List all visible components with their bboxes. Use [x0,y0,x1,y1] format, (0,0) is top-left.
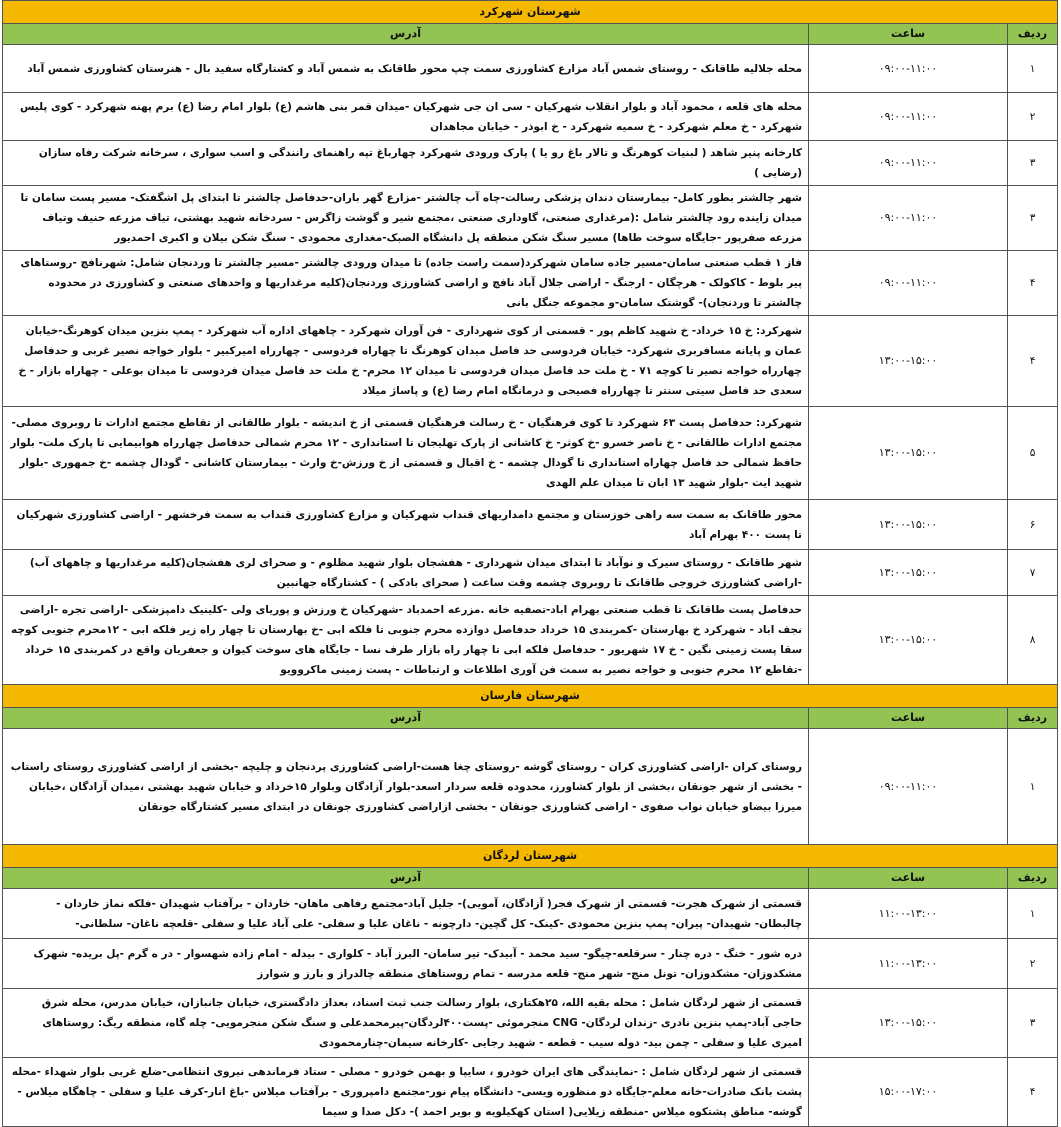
row-number: ۴ [1008,316,1058,407]
outage-time: ۱۳:۰۰-۱۵:۰۰ [809,500,1008,550]
outage-address [3,45,809,93]
header-row-number: ردیف [1008,708,1058,729]
outage-time: ۰۹:۰۰-۱۱:۰۰ [809,251,1008,316]
table-row [3,729,1058,845]
header-row-number: ردیف [1008,868,1058,889]
table-row [3,93,1058,141]
outage-address [3,251,809,316]
outage-time: ۱۳:۰۰-۱۵:۰۰ [809,316,1008,407]
header-address: آدرس [3,708,809,729]
table-row [3,45,1058,93]
header-address: آدرس [3,24,809,45]
header-time: ساعت [809,24,1008,45]
row-number: ۱ [1008,729,1058,845]
outage-address [3,729,809,845]
table-row [3,316,1058,407]
row-number: ۶ [1008,500,1058,550]
header-time: ساعت [809,868,1008,889]
row-number: ۲ [1008,93,1058,141]
table-row [3,141,1058,186]
address-text: محله های قلعه ، محمود آباد و بلوار انقلاب شهرکیان - سی ان جی شهرکیان -میدان قمر بنی هاشم (ع) بلوار امام رضا (ع) برم پهنه شهرکرد - کوی پلیس شهرکرد - خ معلم شهرکرد - خ سمیه شهرکرد - خ ابوذر - خیابان مجاهدان [19,100,803,133]
address-text: فاز ۱ قطب صنعتی سامان-مسیر جاده سامان شهرکرد(سمت راست جاده) تا میدان ورودی چالشتر -مسیر چالشتر تا وردنجان شامل: شهرنافچ -روستاهای پیر بلوط - کاکولک - هرچگان - ارجنگ - اراضی جلال آباد نافچ و اراضی کشاورزی وردنجان(کلیه مرغداریها و واحدهای صنعتی و کشاورزی در محدوده چالشتر تا وردنجان)- گوشتک سامان-و مجموعه جنگل بانی [20,257,803,309]
outage-time: ۰۹:۰۰-۱۱:۰۰ [809,141,1008,186]
address-text: قسمتی از شهرک هجرت- قسمتی از شهرک فجر( آزادگان، آمویی)- جلیل آباد-مجتمع رفاهی ماهان- خاردان - برآفتاب شهیدان -فلکه نماز خاردان - چالبطان- شهیدان- پیران- پمپ بنزین محمودی -کینک- کل گچین- دارچونه - ناغان علیا و سفلی- علی آباد علیا و سفلی -قلعچه ناغان- سلطانی- [56,897,803,930]
row-number: ۷ [1008,550,1058,596]
county-title: شهرستان شهرکرد [3,1,1058,24]
outage-time: ۰۹:۰۰-۱۱:۰۰ [809,186,1008,251]
table-row [3,251,1058,316]
outage-address [3,186,809,251]
row-number: ۴ [1008,1058,1058,1127]
table-row [3,889,1058,939]
outage-time: ۰۹:۰۰-۱۱:۰۰ [809,45,1008,93]
outage-time: ۱۳:۰۰-۱۵:۰۰ [809,989,1008,1058]
row-number: ۳ [1008,989,1058,1058]
outage-address [3,939,809,989]
outage-address [3,500,809,550]
address-text: حدفاصل پست طاقانک تا قطب صنعتی بهرام اباد-تصفیه خانه .مزرعه احمدباد -شهرکیان خ ورزش و پوریای ولی -کلینیک دامپزشکی -اراضی تجره -اراضی نجف اباد - شهرکرد خ بهارستان -کمربندی ۱۵ خرداد حدفاصل دوازده محرم جنوبی تا فلکه ابی -خ بهارستان تا چهار راه زیر فلکه ابی - ۱۲محرم جنوبی کوچه سقا پست زمینی نگین - خ ۱۷ شهریور - حدفاصل فلکه ابی تا چهار راه بازار طرف نسا - جایگاه های سوخت کیوان و جعفریان واقع در کمربندی ۱۵ خرداد -تقاطع ۱۲ محرم جنوبی و خواجه نصیر به سمت فن آوری اطلاعات و ارتباطات - پست زمینی ماکروویو [10,604,803,676]
outage-address [3,316,809,407]
outage-time: ۱۳:۰۰-۱۵:۰۰ [809,407,1008,500]
county-header-row [3,685,1058,708]
outage-address [3,550,809,596]
table-row [3,500,1058,550]
table-row [3,186,1058,251]
row-number: ۴ [1008,251,1058,316]
outage-time: ۱۳:۰۰-۱۵:۰۰ [809,550,1008,596]
outage-time: ۱۱:۰۰-۱۳:۰۰ [809,889,1008,939]
outage-address [3,596,809,685]
outage-address [3,407,809,500]
header-time: ساعت [809,708,1008,729]
county-header-row [3,1,1058,24]
outage-time: ۱۳:۰۰-۱۵:۰۰ [809,596,1008,685]
address-text: شهرکرد: حدفاصل پست ۶۳ شهرکرد تا کوی فرهنگیان - خ رسالت فرهنگیان قسمتی از خ اندیشه - بلوار طالقانی از تقاطع مجتمع ادارات تا روبروی مصلی- مجتمع ادارات طالقانی - خ ناصر خسرو -خ کوثر- خ کاشانی از پارک تهلیجان تا استانداری - ۱۲ محرم شمالی حدفاصل چهارراه هوابیمایی تا پارک ملت- بلوار حافظ شمالی حد فاصل چهاراه استانداری تا گودال چشمه - خ اقبال و قسمتی از خ ورزش-خ وارث - بیمارستان کاشانی - گودال چشمه -خ جمهوری -بلوار شهید ایت -بلوار شهید ۱۳ ابان تا میدان علم الهدی [10,417,803,489]
outage-address [3,1058,809,1127]
address-text: قسمتی از شهر لردگان شامل : -نمایندگی های ایران خودرو ، سایپا و بهمن خودرو - مصلی - ستاد فرماندهی نیروی انتظامی-ضلع غربی بلوار شهداء -محله پشت بانک صادرات-خانه معلم-جایگاه دو منظوره ویسی- دانشگاه پیام نور-مجتمع دامپروری - برآفتاب میلاس -باغ انار-کرف علیا و سفلی - چاهگاه میلاس - گوشه- مناطق پشتکوه میلاس -منطقه زیلایی( استان کهکیلویه و بویر احمد )- دکل صدا و سیما [11,1066,803,1118]
table-row [3,939,1058,989]
header-row-number: ردیف [1008,24,1058,45]
outage-address [3,989,809,1058]
table-row [3,407,1058,500]
row-number: ۱ [1008,889,1058,939]
outage-time: ۱۱:۰۰-۱۳:۰۰ [809,939,1008,989]
outage-address [3,141,809,186]
table-row [3,596,1058,685]
county-title: شهرستان لردگان [3,845,1058,868]
county-title: شهرستان فارسان [3,685,1058,708]
table-row [3,1058,1058,1127]
address-text: شهر طاقانک - روستای سیرک و نوآباد تا ابتدای میدان شهرداری - هفشجان بلوار شهید مظلوم - و صحرای لری هفشجان(کلیه مرغداریها و چاههای آب) -اراضی کشاورزی خروجی طاقانک تا روبروی چشمه وقت ساعت ( صحرای بادکی ) - کشتارگاه جهانبین [29,556,803,589]
outage-time: ۱۵:۰۰-۱۷:۰۰ [809,1058,1008,1127]
address-text: محور طاقانک به سمت سه راهی خوزستان و مجتمع دامداریهای قنداب شهرکیان و مزارع کشاورزی قنداب به سمت فرخشهر - اراضی کشاورزی شهرکیان تا پست ۴۰۰ بهرام آباد [16,508,803,541]
header-address: آدرس [3,868,809,889]
outage-time: ۰۹:۰۰-۱۱:۰۰ [809,93,1008,141]
row-number: ۱ [1008,45,1058,93]
outage-schedule-table [2,0,1058,1127]
row-number: ۸ [1008,596,1058,685]
address-text: کارخانه پنیر شاهد ( لبنیات کوهرنگ و تالار باغ رو یا ) پارک ورودی شهرکرد چهارباغ تپه راهنمای رانندگی و اسب سواری ، سرخانه شرکت رفاه سازان (رضایی ) [38,147,803,179]
address-text: روستای کران -اراضی کشاورزی کران - روستای گوشه -روستای چغا هست-اراضی کشاورزی پردنجان و چلیچه -بخشی از اراضی کشاورزی روستای راستاب - بخشی از شهر جونقان ،بخشی از بلوار کشاورز، محدوده قلعه سردار اسعد-بلوار آزادگان وبلوار ۱۵خرداد و خیابان شهید بهشتی ،میدان آزادگان ،خیابان میرزا بیضاو خیابان نواب صفوی - اراضی کشاورزی جونقان - بخشی ازاراضی کشاورزی جونقان در ابتدای مسیر کشتارگاه جونقان [10,760,803,813]
outage-address [3,93,809,141]
row-number: ۳ [1008,186,1058,251]
column-header-row [3,868,1058,889]
row-number: ۵ [1008,407,1058,500]
outage-address [3,889,809,939]
column-header-row [3,24,1058,45]
row-number: ۲ [1008,939,1058,989]
column-header-row [3,708,1058,729]
address-text: محله جلالیه طاقانک - روستای شمس آباد مزارع کشاورزی سمت چپ محور طاقانک به شمس آباد و کشتارگاه سفید بال - هنرستان کشاورزی شمس آباد [27,62,803,75]
address-text: دره شور - خنگ - دره چنار - سرقلعه-چیگو- سید محمد - آبیدک- تیر سامان- البرز آباد - کلواری - بیدله - امام زاده شهسوار - در ه گرم -پل بریده- شهرک مشکدوزان- مشکدوزان- تونل منج- شهر منج- قلعه مدرسه - تمام روستاهای منطقه چالدراز و بارز و شوارز [33,947,803,980]
address-text: شهرکرد: خ ۱۵ خرداد- خ شهید کاظم پور - قسمتی از کوی شهرداری - فن آوران شهرکرد - چاههای اداره آب شهرکرد - پمپ بنزین میدان کوهرنگ-خیابان عمان و پایانه مسافربری شهرکرد- خیابان فردوسی حد فاصل میدان کوهرنگ تا چهاراه فردوسی - چهارراه امیرکبیر - بلوار خواجه نصیر غربی و حدفاصل چهارراه خواجه نصیر تا کوچه ۷۱ - خ ملت حد فاصل میدان فردوسی تا میدان ۱۲ محرم- خ ملت حد فاصل میدان فردوسی تا میدان بوعلی - چهاراه بازار - خ سعدی حد فاصل سیتی سنتر تا چهارراه فصیحی و درمانگاه امام رضا (ع) و پاساژ میلاد [18,325,803,397]
address-text: قسمتی از شهر لردگان شامل : محله بقیه الله، ۲۵هکتاری، بلوار رسالت جنب ثبت اسناد، بعداز دادگستری، خیابان جانبازان، خیابان مدرس، محله شرق حاجی آباد-پمپ بنزین نادری -زندان لردگان- CNG منجرموئی -پست۴۰۰لردگان-پیرمحمدعلی و سنگ شکن منجرمویی- چله گاه، منطقه ریگ: روستاهای امیری علیا و سفلی - چمن بید- دوله سیب - قطعه - شهید رجایی -کارخانه سیمان-چنارمحمودی [41,997,803,1049]
address-text: شهر چالشتر بطور کامل- بیمارستان دندان پزشکی رسالت-چاه آب چالشتر -مزارع گهر باران-حدفاصل چالشتر تا ابتدای پل اشگفتک- مسیر پست سامان تا میدان زاینده رود چالشتر شامل :(مرغداری صنعتی، گاوداری صنعتی ،مجتمع شیر و گوشت زاگرس - سردخانه شهید بهشتی، تیاف مزرعه حنیف وتیاف مزرعه صفرپور -جایگاه سوخت طاها) مسیر سنگ شکن منطقه پل دانشگاه الصبک-مغداری محمودی - سنگ شکن بیلان و اکبری احمدیور [20,192,803,244]
table-row [3,550,1058,596]
row-number: ۳ [1008,141,1058,186]
county-header-row [3,845,1058,868]
table-row [3,989,1058,1058]
outage-time: ۰۹:۰۰-۱۱:۰۰ [809,729,1008,845]
